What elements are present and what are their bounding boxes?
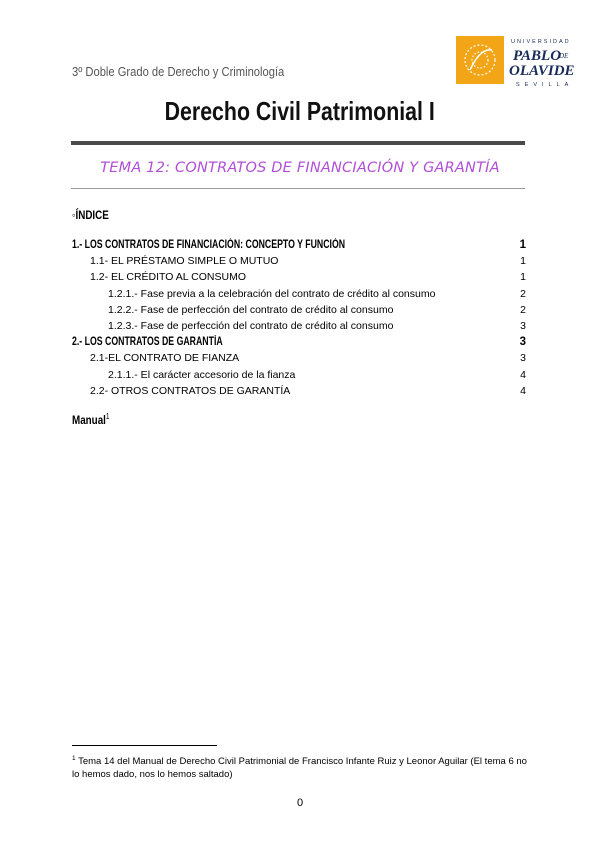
toc-entry-label: 1.2- EL CRÉDITO AL CONSUMO: [90, 271, 246, 284]
logo-emblem: [456, 36, 504, 84]
toc-entry[interactable]: [72, 253, 528, 269]
toc-entry[interactable]: [72, 302, 528, 318]
toc-entry-label: 1.2.2.- Fase de perfección del contrato de crédito al consumo: [108, 303, 394, 316]
logo-line1: PABLO: [513, 48, 562, 64]
toc-entry-page: 1: [520, 255, 526, 268]
toc-entry[interactable]: [72, 269, 528, 285]
toc-entry-page: 4: [520, 384, 526, 397]
toc-entry[interactable]: [72, 383, 528, 399]
toc-entry-page: 2: [520, 303, 526, 316]
toc-entry[interactable]: [72, 350, 528, 366]
toc-entry[interactable]: [72, 367, 528, 383]
toc-entry[interactable]: [72, 318, 528, 334]
manual-heading: [72, 412, 110, 427]
toc-entry-page: 1: [520, 271, 526, 284]
footnote-reference[interactable]: 1: [105, 412, 110, 421]
university-logo: [456, 34, 586, 88]
toc-entry-page: 2: [520, 287, 526, 300]
toc-entry-label: 1.2.1.- Fase previa a la celebración del contrato de crédito al consumo: [108, 287, 436, 300]
footnote-text: Tema 14 del Manual de Derecho Civil Patrimonial de Francisco Infante Ruiz y Leonor Aguilar (El tema 6 no lo hemos dado, nos lo hemos saltado): [72, 756, 527, 781]
degree-label: 3º Doble Grado de Derecho y Criminología: [72, 64, 285, 79]
toc-entry[interactable]: [72, 237, 528, 253]
logo-small: DE: [559, 52, 569, 60]
page-number: 0: [296, 797, 304, 809]
topic-subtitle: TEMA 12: CONTRATOS DE FINANCIACIÓN Y GARANTÍA: [100, 160, 500, 176]
logo-top-text: UNIVERSIDAD: [511, 39, 571, 45]
manual-heading-text: Manual: [72, 413, 106, 427]
toc-entry-label: 1.- LOS CONTRATOS DE FINANCIACIÓN: CONCEPTO Y FUNCIÓN: [72, 239, 346, 251]
table-of-contents: [72, 237, 528, 399]
title-divider: [71, 141, 525, 145]
toc-entry-label: 2.- LOS CONTRATOS DE GARANTÍA: [72, 336, 223, 349]
index-heading: ◦ÍNDICE: [72, 208, 109, 222]
toc-entry-label: 2.1.1.- El carácter accesorio de la fianza: [108, 368, 296, 381]
toc-entry-page: 1: [519, 239, 526, 251]
toc-entry-label: 2.2- OTROS CONTRATOS DE GARANTÍA: [90, 384, 291, 397]
logo-line2: OLAVIDE: [509, 63, 575, 79]
toc-entry-page: 3: [520, 319, 526, 332]
document-title-text: Derecho Civil Patrimonial I: [164, 96, 436, 126]
toc-entry-page: 3: [519, 336, 526, 349]
footnote-marker: 1: [72, 755, 76, 762]
toc-entry[interactable]: [72, 286, 528, 302]
footnote-separator: [72, 745, 217, 746]
footnote: [72, 752, 530, 781]
toc-entry-page: 4: [520, 368, 526, 381]
toc-entry-label: 2.1-EL CONTRATO DE FIANZA: [90, 352, 240, 365]
toc-entry-label: 1.1- EL PRÉSTAMO SIMPLE O MUTUO: [90, 255, 279, 268]
subtitle-divider: [71, 188, 525, 189]
logo-bottom-text: SEVILLA: [516, 82, 574, 88]
toc-entry-page: 3: [520, 352, 526, 365]
document-title: [0, 96, 600, 127]
toc-entry-label: 1.2.3.- Fase de perfección del contrato de crédito al consumo: [108, 319, 394, 332]
toc-entry[interactable]: [72, 334, 528, 350]
